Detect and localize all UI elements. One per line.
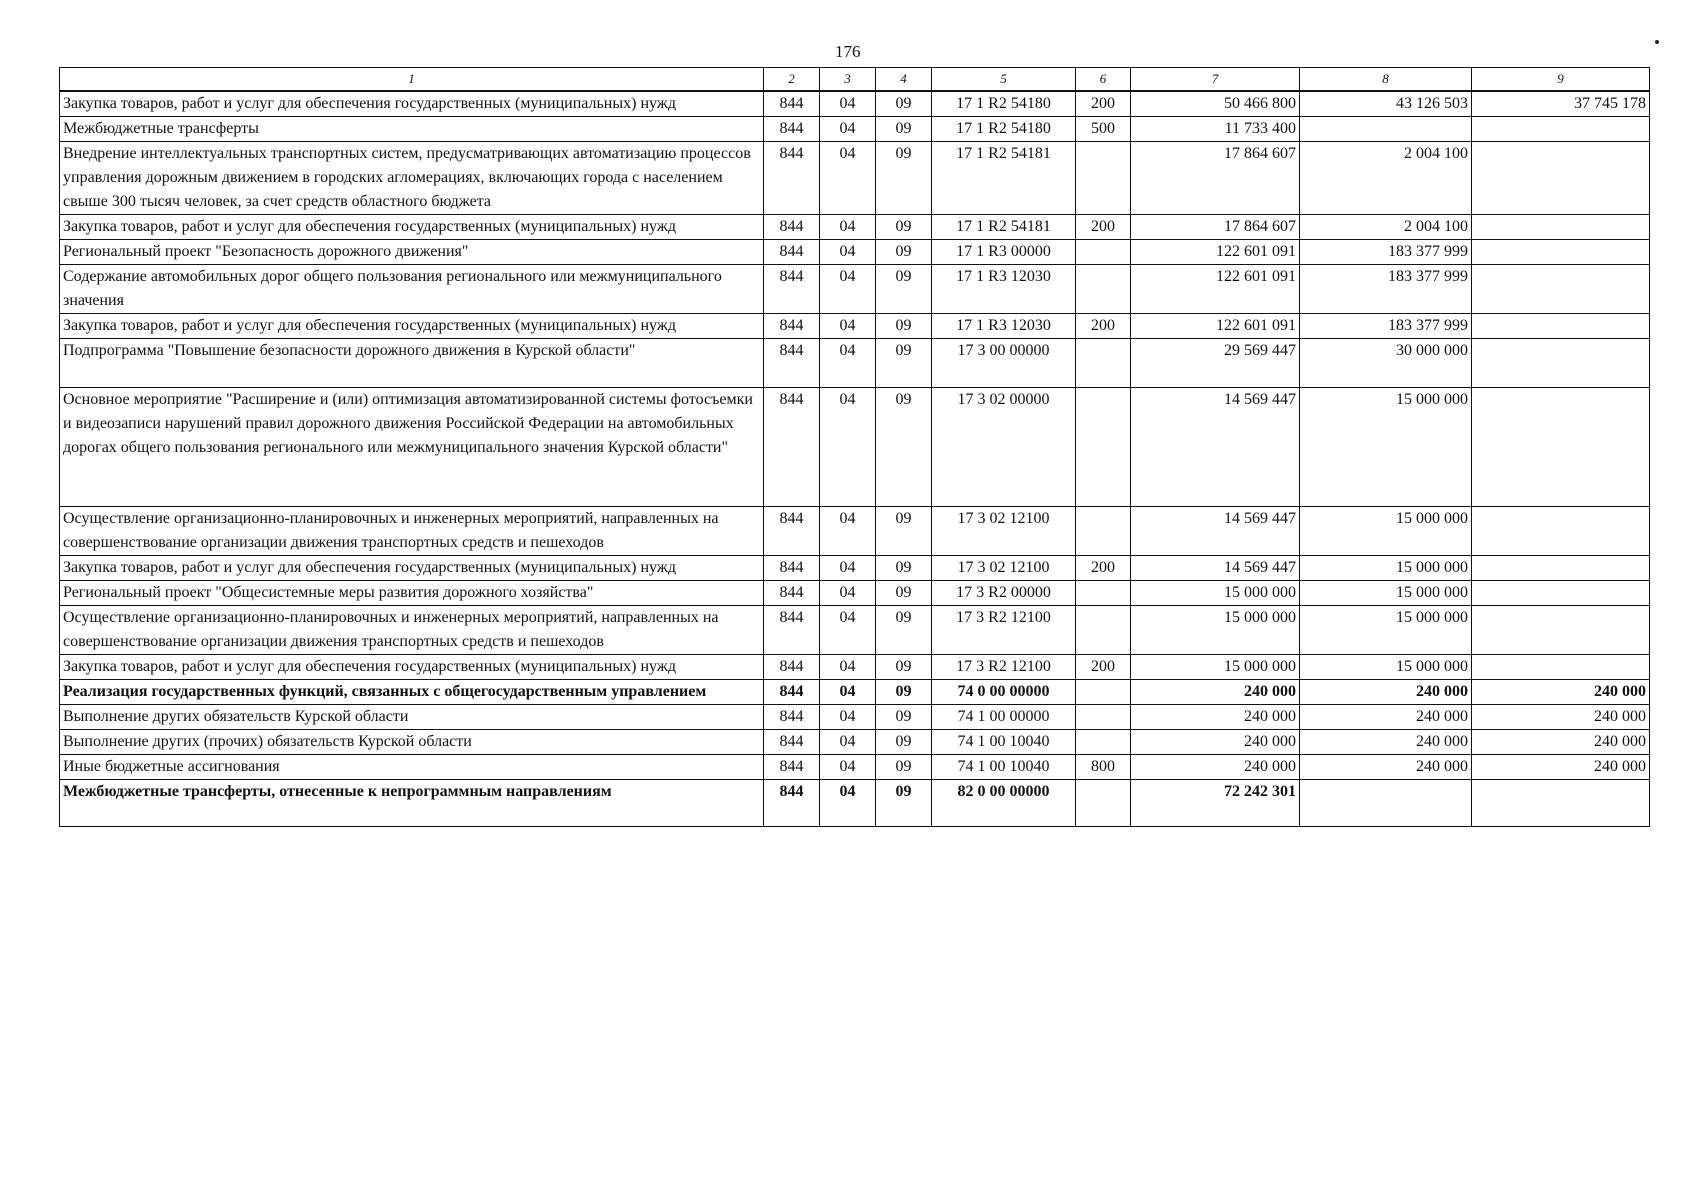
cell-amount-7: 122 601 091 <box>1131 240 1300 265</box>
cell-code: 17 3 02 12100 <box>932 507 1076 556</box>
cell-col2: 844 <box>764 240 820 265</box>
cell-col6 <box>1076 680 1131 705</box>
cell-amount-9 <box>1472 240 1650 265</box>
table-row <box>60 780 1650 827</box>
cell-col2: 844 <box>764 655 820 680</box>
cell-col2: 844 <box>764 680 820 705</box>
cell-amount-7: 240 000 <box>1131 705 1300 730</box>
column-header-9: 9 <box>1472 68 1650 92</box>
cell-col2: 844 <box>764 581 820 606</box>
cell-amount-7: 72 242 301 <box>1131 780 1300 827</box>
cell-col6 <box>1076 142 1131 215</box>
cell-amount-9: 37 745 178 <box>1472 91 1650 117</box>
cell-amount-9 <box>1472 314 1650 339</box>
cell-code: 82 0 00 00000 <box>932 780 1076 827</box>
cell-amount-9 <box>1472 606 1650 655</box>
cell-col4: 09 <box>876 215 932 240</box>
cell-amount-9: 240 000 <box>1472 755 1650 780</box>
cell-amount-8: 183 377 999 <box>1300 314 1472 339</box>
cell-col4: 09 <box>876 142 932 215</box>
table-row <box>60 606 1650 655</box>
row-name: Межбюджетные трансферты, отнесенные к непрограммным направлениям <box>60 780 764 827</box>
cell-col2: 844 <box>764 780 820 827</box>
cell-amount-8: 183 377 999 <box>1300 265 1472 314</box>
row-name: Региональный проект "Общесистемные меры развития дорожного хозяйства" <box>60 581 764 606</box>
cell-col3: 04 <box>820 606 876 655</box>
cell-col4: 09 <box>876 240 932 265</box>
cell-col2: 844 <box>764 606 820 655</box>
cell-col4: 09 <box>876 705 932 730</box>
row-name: Внедрение интеллектуальных транспортных систем, предусматривающих автоматизацию процессов управления дорожным движением в городских агломерациях, включающих города с населением свыше 300 тысяч человек, за счет средств областного бюджета <box>60 142 764 215</box>
cell-amount-7: 29 569 447 <box>1131 339 1300 388</box>
table-row <box>60 556 1650 581</box>
cell-amount-7: 14 569 447 <box>1131 388 1300 507</box>
cell-amount-8: 30 000 000 <box>1300 339 1472 388</box>
cell-code: 74 1 00 10040 <box>932 730 1076 755</box>
column-header-2: 2 <box>764 68 820 92</box>
column-header-6: 6 <box>1076 68 1131 92</box>
cell-col4: 09 <box>876 265 932 314</box>
table-row <box>60 142 1650 215</box>
cell-col3: 04 <box>820 705 876 730</box>
cell-code: 17 3 00 00000 <box>932 339 1076 388</box>
cell-amount-7: 50 466 800 <box>1131 91 1300 117</box>
cell-col6 <box>1076 581 1131 606</box>
cell-col3: 04 <box>820 265 876 314</box>
cell-col6 <box>1076 240 1131 265</box>
cell-col6: 200 <box>1076 215 1131 240</box>
cell-col2: 844 <box>764 507 820 556</box>
cell-amount-9 <box>1472 556 1650 581</box>
cell-amount-9: 240 000 <box>1472 680 1650 705</box>
cell-col2: 844 <box>764 755 820 780</box>
cell-col4: 09 <box>876 339 932 388</box>
cell-amount-9 <box>1472 215 1650 240</box>
cell-col6: 200 <box>1076 314 1131 339</box>
cell-col4: 09 <box>876 680 932 705</box>
cell-col3: 04 <box>820 680 876 705</box>
table-row <box>60 240 1650 265</box>
cell-amount-8: 2 004 100 <box>1300 215 1472 240</box>
cell-col6: 200 <box>1076 556 1131 581</box>
cell-col2: 844 <box>764 117 820 142</box>
table-row <box>60 730 1650 755</box>
cell-col3: 04 <box>820 339 876 388</box>
cell-col3: 04 <box>820 755 876 780</box>
cell-code: 74 0 00 00000 <box>932 680 1076 705</box>
cell-col2: 844 <box>764 730 820 755</box>
cell-amount-7: 240 000 <box>1131 730 1300 755</box>
row-name: Закупка товаров, работ и услуг для обеспечения государственных (муниципальных) нужд <box>60 91 764 117</box>
cell-col6 <box>1076 507 1131 556</box>
column-header-8: 8 <box>1300 68 1472 92</box>
row-name: Межбюджетные трансферты <box>60 117 764 142</box>
cell-code: 74 1 00 00000 <box>932 705 1076 730</box>
cell-col3: 04 <box>820 142 876 215</box>
cell-col2: 844 <box>764 556 820 581</box>
cell-amount-9 <box>1472 507 1650 556</box>
cell-col4: 09 <box>876 556 932 581</box>
cell-code: 17 1 R2 54180 <box>932 91 1076 117</box>
cell-col4: 09 <box>876 507 932 556</box>
table-row <box>60 507 1650 556</box>
cell-amount-9 <box>1472 388 1650 507</box>
row-name: Осуществление организационно-планировочных и инженерных мероприятий, направленных на совершенствование организации движения транспортных средств и пешеходов <box>60 507 764 556</box>
row-name: Иные бюджетные ассигнования <box>60 755 764 780</box>
column-header-5: 5 <box>932 68 1076 92</box>
cell-code: 17 1 R3 00000 <box>932 240 1076 265</box>
cell-amount-9 <box>1472 117 1650 142</box>
cell-amount-8: 183 377 999 <box>1300 240 1472 265</box>
cell-col2: 844 <box>764 339 820 388</box>
cell-code: 17 1 R2 54181 <box>932 142 1076 215</box>
cell-col4: 09 <box>876 655 932 680</box>
cell-col4: 09 <box>876 780 932 827</box>
cell-col3: 04 <box>820 91 876 117</box>
row-name: Выполнение других (прочих) обязательств Курской области <box>60 730 764 755</box>
cell-amount-9 <box>1472 265 1650 314</box>
row-name: Выполнение других обязательств Курской области <box>60 705 764 730</box>
cell-col3: 04 <box>820 314 876 339</box>
cell-col2: 844 <box>764 388 820 507</box>
table-row <box>60 655 1650 680</box>
cell-col2: 844 <box>764 705 820 730</box>
cell-amount-8: 15 000 000 <box>1300 507 1472 556</box>
row-name: Закупка товаров, работ и услуг для обеспечения государственных (муниципальных) нужд <box>60 215 764 240</box>
cell-col2: 844 <box>764 91 820 117</box>
table-row <box>60 314 1650 339</box>
cell-code: 17 1 R2 54181 <box>932 215 1076 240</box>
cell-code: 74 1 00 10040 <box>932 755 1076 780</box>
cell-col3: 04 <box>820 655 876 680</box>
row-name: Основное мероприятие "Расширение и (или) оптимизация автоматизированной системы фотосъемки и видеозаписи нарушений правил дорожного движения Российской Федерации на автомобильных дорогах общего пользования регионального или межмуниципального значения Курской области" <box>60 388 764 507</box>
table-row <box>60 755 1650 780</box>
cell-col6: 200 <box>1076 91 1131 117</box>
cell-amount-8: 15 000 000 <box>1300 388 1472 507</box>
cell-col3: 04 <box>820 730 876 755</box>
cell-col6 <box>1076 339 1131 388</box>
cell-col3: 04 <box>820 388 876 507</box>
cell-amount-7: 15 000 000 <box>1131 606 1300 655</box>
column-header-7: 7 <box>1131 68 1300 92</box>
row-name: Подпрограмма "Повышение безопасности дорожного движения в Курской области" <box>60 339 764 388</box>
cell-col6 <box>1076 606 1131 655</box>
cell-code: 17 3 02 00000 <box>932 388 1076 507</box>
cell-amount-8: 240 000 <box>1300 755 1472 780</box>
cell-code: 17 1 R3 12030 <box>932 265 1076 314</box>
cell-amount-8: 240 000 <box>1300 680 1472 705</box>
cell-amount-7: 240 000 <box>1131 755 1300 780</box>
cell-col4: 09 <box>876 581 932 606</box>
cell-amount-9 <box>1472 339 1650 388</box>
cell-amount-9 <box>1472 655 1650 680</box>
cell-code: 17 3 R2 00000 <box>932 581 1076 606</box>
row-name: Закупка товаров, работ и услуг для обеспечения государственных (муниципальных) нужд <box>60 655 764 680</box>
cell-amount-7: 15 000 000 <box>1131 655 1300 680</box>
table-row <box>60 117 1650 142</box>
cell-code: 17 3 R2 12100 <box>932 606 1076 655</box>
cell-amount-7: 14 569 447 <box>1131 507 1300 556</box>
cell-col2: 844 <box>764 265 820 314</box>
cell-col4: 09 <box>876 755 932 780</box>
cell-col2: 844 <box>764 314 820 339</box>
table-row <box>60 581 1650 606</box>
cell-amount-9: 240 000 <box>1472 730 1650 755</box>
cell-col4: 09 <box>876 730 932 755</box>
table-row <box>60 265 1650 314</box>
cell-amount-7: 17 864 607 <box>1131 142 1300 215</box>
cell-col4: 09 <box>876 91 932 117</box>
cell-amount-8: 240 000 <box>1300 705 1472 730</box>
column-header-4: 4 <box>876 68 932 92</box>
cell-amount-7: 11 733 400 <box>1131 117 1300 142</box>
cell-col4: 09 <box>876 117 932 142</box>
cell-amount-7: 14 569 447 <box>1131 556 1300 581</box>
cell-col4: 09 <box>876 606 932 655</box>
cell-col6 <box>1076 388 1131 507</box>
cell-amount-8: 15 000 000 <box>1300 655 1472 680</box>
row-name: Региональный проект "Безопасность дорожного движения" <box>60 240 764 265</box>
cell-col6: 200 <box>1076 655 1131 680</box>
cell-col3: 04 <box>820 117 876 142</box>
scan-artifact-dot <box>1655 40 1659 44</box>
cell-col6 <box>1076 730 1131 755</box>
cell-col3: 04 <box>820 556 876 581</box>
table-row <box>60 339 1650 388</box>
row-name: Содержание автомобильных дорог общего пользования регионального или межмуниципального значения <box>60 265 764 314</box>
cell-amount-8: 15 000 000 <box>1300 556 1472 581</box>
cell-col3: 04 <box>820 780 876 827</box>
row-name: Осуществление организационно-планировочных и инженерных мероприятий, направленных на совершенствование организации движения транспортных средств и пешеходов <box>60 606 764 655</box>
cell-amount-7: 122 601 091 <box>1131 265 1300 314</box>
cell-amount-8: 2 004 100 <box>1300 142 1472 215</box>
cell-col2: 844 <box>764 215 820 240</box>
cell-col6 <box>1076 705 1131 730</box>
cell-col3: 04 <box>820 581 876 606</box>
cell-col6 <box>1076 265 1131 314</box>
cell-col6: 800 <box>1076 755 1131 780</box>
cell-amount-7: 15 000 000 <box>1131 581 1300 606</box>
cell-amount-7: 122 601 091 <box>1131 314 1300 339</box>
cell-col2: 844 <box>764 142 820 215</box>
cell-col3: 04 <box>820 240 876 265</box>
table-row <box>60 388 1650 507</box>
row-name: Закупка товаров, работ и услуг для обеспечения государственных (муниципальных) нужд <box>60 556 764 581</box>
cell-code: 17 3 02 12100 <box>932 556 1076 581</box>
cell-code: 17 3 R2 12100 <box>932 655 1076 680</box>
cell-amount-9 <box>1472 581 1650 606</box>
cell-col6 <box>1076 780 1131 827</box>
column-header-3: 3 <box>820 68 876 92</box>
cell-amount-7: 17 864 607 <box>1131 215 1300 240</box>
cell-code: 17 1 R3 12030 <box>932 314 1076 339</box>
table-row <box>60 215 1650 240</box>
cell-amount-9 <box>1472 142 1650 215</box>
cell-amount-9 <box>1472 780 1650 827</box>
row-name: Реализация государственных функций, связанных с общегосударственным управлением <box>60 680 764 705</box>
cell-col3: 04 <box>820 507 876 556</box>
page-number: 176 <box>835 42 861 61</box>
cell-col4: 09 <box>876 314 932 339</box>
cell-amount-7: 240 000 <box>1131 680 1300 705</box>
cell-col3: 04 <box>820 215 876 240</box>
row-name: Закупка товаров, работ и услуг для обеспечения государственных (муниципальных) нужд <box>60 314 764 339</box>
column-header-1: 1 <box>60 68 764 92</box>
cell-code: 17 1 R2 54180 <box>932 117 1076 142</box>
cell-amount-8: 15 000 000 <box>1300 606 1472 655</box>
cell-amount-9: 240 000 <box>1472 705 1650 730</box>
header-row <box>60 68 1650 92</box>
table-row <box>60 680 1650 705</box>
cell-amount-8: 15 000 000 <box>1300 581 1472 606</box>
budget-table <box>59 67 1650 827</box>
cell-amount-8 <box>1300 117 1472 142</box>
cell-amount-8 <box>1300 780 1472 827</box>
table-row <box>60 91 1650 117</box>
table-row <box>60 705 1650 730</box>
cell-col6: 500 <box>1076 117 1131 142</box>
cell-col4: 09 <box>876 388 932 507</box>
cell-amount-8: 240 000 <box>1300 730 1472 755</box>
cell-amount-8: 43 126 503 <box>1300 91 1472 117</box>
